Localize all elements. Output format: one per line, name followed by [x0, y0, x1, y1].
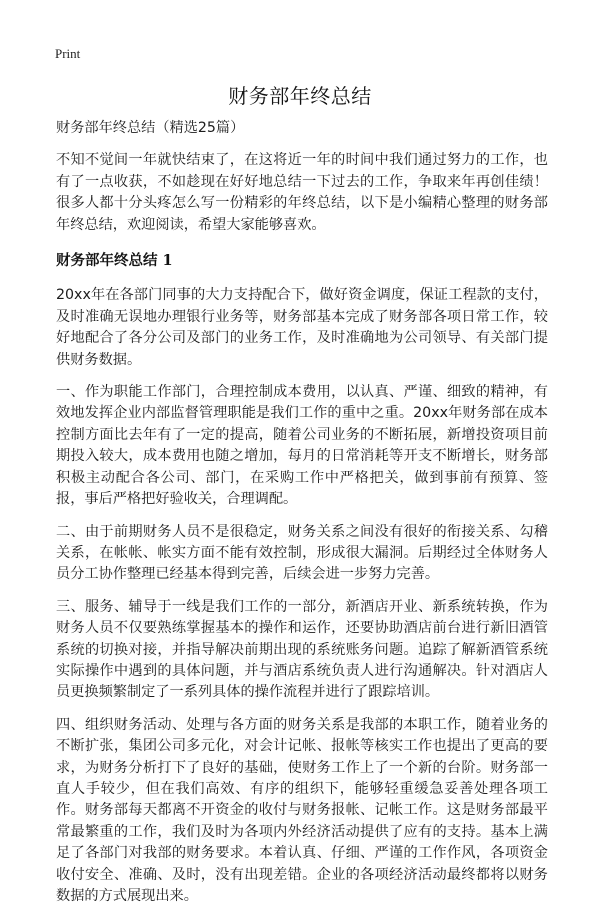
page-title: 财务部年终总结 [228, 84, 372, 108]
paragraph: 一、作为职能工作部门，合理控制成本费用，以认真、严谨、细致的精神，有效地发挥企业内部监督管理职能是我们工作的重中之重。20xx年财务部在成本控制方面比去年有了一定的提高，随着公司业务的不断拓展，新增投资项目前期投入较大，成本费用也随之增加，每月的日常消耗等开支不断增长，财务部积极主动配合各公司、部门，在采购工作中严格把关，做到事前有预算、签报，事后严格把好验收关，合理调配。 [56, 384, 548, 508]
paragraph: 三、服务、辅导于一线是我们工作的一部分，新酒店开业、新系统转换，作为财务人员不仅要熟练掌握基本的操作和运作，还要协助酒店前台进行新旧酒管系统的切换对接，并指导解决前期出现的系统账务问题。追踪了解新酒管系统实际操作中遇到的具体问题，并与酒店系统负责人进行沟通解决。针对酒店人员更换频繁制定了一系列具体的操作流程并进行了跟踪培训。 [56, 598, 548, 701]
intro-paragraph: 不知不觉间一年就快结束了，在这将近一年的时间中我们通过努力的工作，也有了一点收获，不如趁现在好好地总结一下过去的工作，争取来年再创佳绩！很多人都十分头疼怎么写一份精彩的年终总结，以下是小编精心整理的财务部年终总结，欢迎阅读，希望大家能够喜欢。 [56, 152, 548, 233]
section-1 [56, 250, 548, 907]
document-subtitle: 财务部年终总结（精选25篇） [56, 120, 245, 136]
print-label: Print [55, 46, 81, 61]
document-body [56, 118, 548, 918]
section-heading: 财务部年终总结 1 [56, 252, 173, 270]
paragraph: 20xx年在各部门同事的大力支持配合下，做好资金调度，保证工程款的支付，及时准确无误地办理银行业务等，财务部基本完成了财务部各项日常工作，较好地配合了各分公司及部门的业务工作，及时准确地为公司领导、有关部门提供财务数据。 [56, 287, 548, 368]
paragraph: 四、组织财务活动、处理与各方面的财务关系是我部的本职工作，随着业务的不断扩张，集团公司多元化，对会计记帐、报帐等核实工作也提出了更高的要求，为财务分析打下了良好的基础，使财务工作上了一个新的台阶。财务部一直人手较少，但在我们高效、有序的组织下，能够轻重缓急妥善处理各项工作。财务部每天都离不开资金的收付与财务报帐、记帐工作。这是财务部最平常最繁重的工作，我们及时为各项内外经济活动提供了应有的支持。基本上满足了各部门对我部的财务要求。本着认真、仔细、严谨的工作作风，各项资金收付安全、准确、及时，没有出现差错。企业的各项经济活动最终都将以财务数据的方式展现出来。 [56, 716, 548, 904]
paragraph: 二、由于前期财务人员不是很稳定，财务关系之间没有很好的衔接关系、勾稽关系，在帐帐、帐实方面不能有效控制，形成很大漏洞。后期经过全体财务人员分工协作整理已经基本得到完善，后续会进一步努力完善。 [56, 523, 548, 583]
